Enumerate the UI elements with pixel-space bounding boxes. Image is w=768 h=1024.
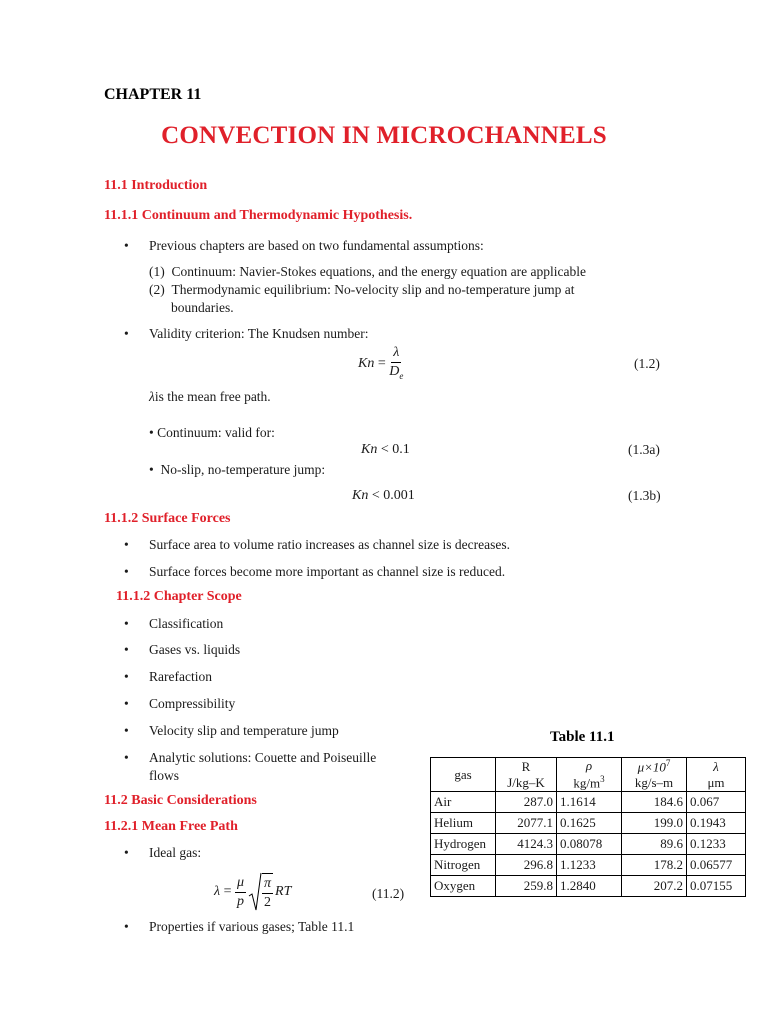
bullet-ideal-gas: Ideal gas: xyxy=(149,845,202,860)
equation-continuum: Kn < 0.1 xyxy=(361,442,410,457)
table-row xyxy=(431,855,746,876)
lambda-definition: λis the mean free path. xyxy=(149,389,271,404)
cell-gas: Hydrogen xyxy=(431,834,496,855)
cell-r: 259.8 xyxy=(496,876,557,897)
bullet-dot: • xyxy=(124,642,129,657)
cell-density: 1.2840 xyxy=(557,876,622,897)
bullet-assumptions: Previous chapters are based on two fundamental assumptions: xyxy=(149,238,484,253)
equation-number: (1.2) xyxy=(634,356,660,371)
header-gas: gas xyxy=(431,758,496,792)
bullet-dot: • xyxy=(124,669,129,684)
scope-item: Analytic solutions: Couette and Poiseuille xyxy=(149,750,377,765)
table-row xyxy=(431,792,746,813)
list-item-equilibrium-cont: boundaries. xyxy=(171,300,234,315)
table-caption: Table 11.1 xyxy=(550,729,615,745)
header-viscosity: $\mu\times 10^7$ kg/s–m xyxy=(622,758,687,792)
bullet-dot: • xyxy=(124,919,129,934)
bullet-surface-forces: Surface forces become more important as channel size is reduced. xyxy=(149,564,506,579)
list-item-continuum: (1) Continuum: Navier-Stokes equations, and the energy equation are applicable xyxy=(149,264,586,279)
table-row xyxy=(431,876,746,897)
cell-gas: Oxygen xyxy=(431,876,496,897)
bullet-dot: • xyxy=(124,696,129,711)
equation-mean-free-path: λ = $\frac{\mu}{p}$ $\frac{\pi}{2}$ RT xyxy=(214,872,291,912)
sqrt-sign-icon xyxy=(248,872,262,912)
scope-item: Compressibility xyxy=(149,696,236,711)
section-heading-mean-free-path: 11.2.1 Mean Free Path xyxy=(104,819,238,834)
cell-density: 1.1233 xyxy=(557,855,622,876)
bullet-dot: • xyxy=(124,750,129,765)
bullet-surface-ratio: Surface area to volume ratio increases as channel size is decreases. xyxy=(149,537,510,552)
scope-item: Classification xyxy=(149,616,224,631)
equation-number: (11.2) xyxy=(372,886,405,901)
cell-density: 0.1625 xyxy=(557,813,622,834)
header-density: ρ $kg/m^3$ xyxy=(557,758,622,792)
scope-item-cont: flows xyxy=(149,768,179,783)
bullet-noslip: • No-slip, no-temperature jump: xyxy=(149,462,326,477)
scope-item: Rarefaction xyxy=(149,669,212,684)
header-r: R J/kg–K xyxy=(496,758,557,792)
scope-item: Gases vs. liquids xyxy=(149,642,241,657)
bullet-dot: • xyxy=(124,326,129,341)
cell-lambda: 0.06577 xyxy=(687,855,746,876)
cell-r: 287.0 xyxy=(496,792,557,813)
cell-density: 0.08078 xyxy=(557,834,622,855)
section-heading-surface-forces: 11.1.2 Surface Forces xyxy=(104,511,231,526)
bullet-dot: • xyxy=(124,537,129,552)
cell-lambda: 0.1943 xyxy=(687,813,746,834)
equation-noslip: Kn < 0.001 xyxy=(352,488,415,503)
section-heading-continuum: 11.1.1 Continuum and Thermodynamic Hypothesis. xyxy=(104,208,413,223)
cell-gas: Air xyxy=(431,792,496,813)
cell-viscosity: 89.6 xyxy=(622,834,687,855)
equation-number: (1.3b) xyxy=(628,488,661,503)
cell-gas: Helium xyxy=(431,813,496,834)
table-row xyxy=(431,813,746,834)
bullet-dot: • xyxy=(124,616,129,631)
scope-item: Velocity slip and temperature jump xyxy=(149,723,339,738)
equation-number: (1.3a) xyxy=(628,442,660,457)
bullet-validity: Validity criterion: The Knudsen number: xyxy=(149,326,369,341)
bullet-continuum-valid: • Continuum: valid for: xyxy=(149,425,275,440)
header-lambda: λ μm xyxy=(687,758,746,792)
bullet-dot: • xyxy=(124,564,129,579)
cell-lambda: 0.1233 xyxy=(687,834,746,855)
section-heading-scope: 11.1.2 Chapter Scope xyxy=(116,589,242,604)
gas-properties-table xyxy=(430,757,746,897)
cell-viscosity: 178.2 xyxy=(622,855,687,876)
bullet-dot: • xyxy=(124,845,129,860)
bullet-dot: • xyxy=(124,723,129,738)
cell-lambda: 0.07155 xyxy=(687,876,746,897)
section-heading-intro: 11.1 Introduction xyxy=(104,178,208,193)
section-heading-basic: 11.2 Basic Considerations xyxy=(104,793,257,808)
cell-viscosity: 207.2 xyxy=(622,876,687,897)
table-header-row xyxy=(431,758,746,792)
table-row xyxy=(431,834,746,855)
cell-viscosity: 199.0 xyxy=(622,813,687,834)
equation-knudsen: Kn = $\frac{\lambda}{D_e}$ xyxy=(358,345,404,381)
chapter-label: CHAPTER 11 xyxy=(104,86,202,103)
bullet-dot: • xyxy=(124,238,129,253)
cell-r: 4124.3 xyxy=(496,834,557,855)
cell-viscosity: 184.6 xyxy=(622,792,687,813)
bullet-properties: Properties if various gases; Table 11.1 xyxy=(149,919,355,934)
cell-r: 2077.1 xyxy=(496,813,557,834)
cell-gas: Nitrogen xyxy=(431,855,496,876)
cell-density: 1.1614 xyxy=(557,792,622,813)
cell-lambda: 0.067 xyxy=(687,792,746,813)
cell-r: 296.8 xyxy=(496,855,557,876)
page-title: CONVECTION IN MICROCHANNELS xyxy=(161,122,607,149)
list-item-equilibrium: (2) Thermodynamic equilibrium: No-velocity slip and no-temperature jump at xyxy=(149,282,575,297)
